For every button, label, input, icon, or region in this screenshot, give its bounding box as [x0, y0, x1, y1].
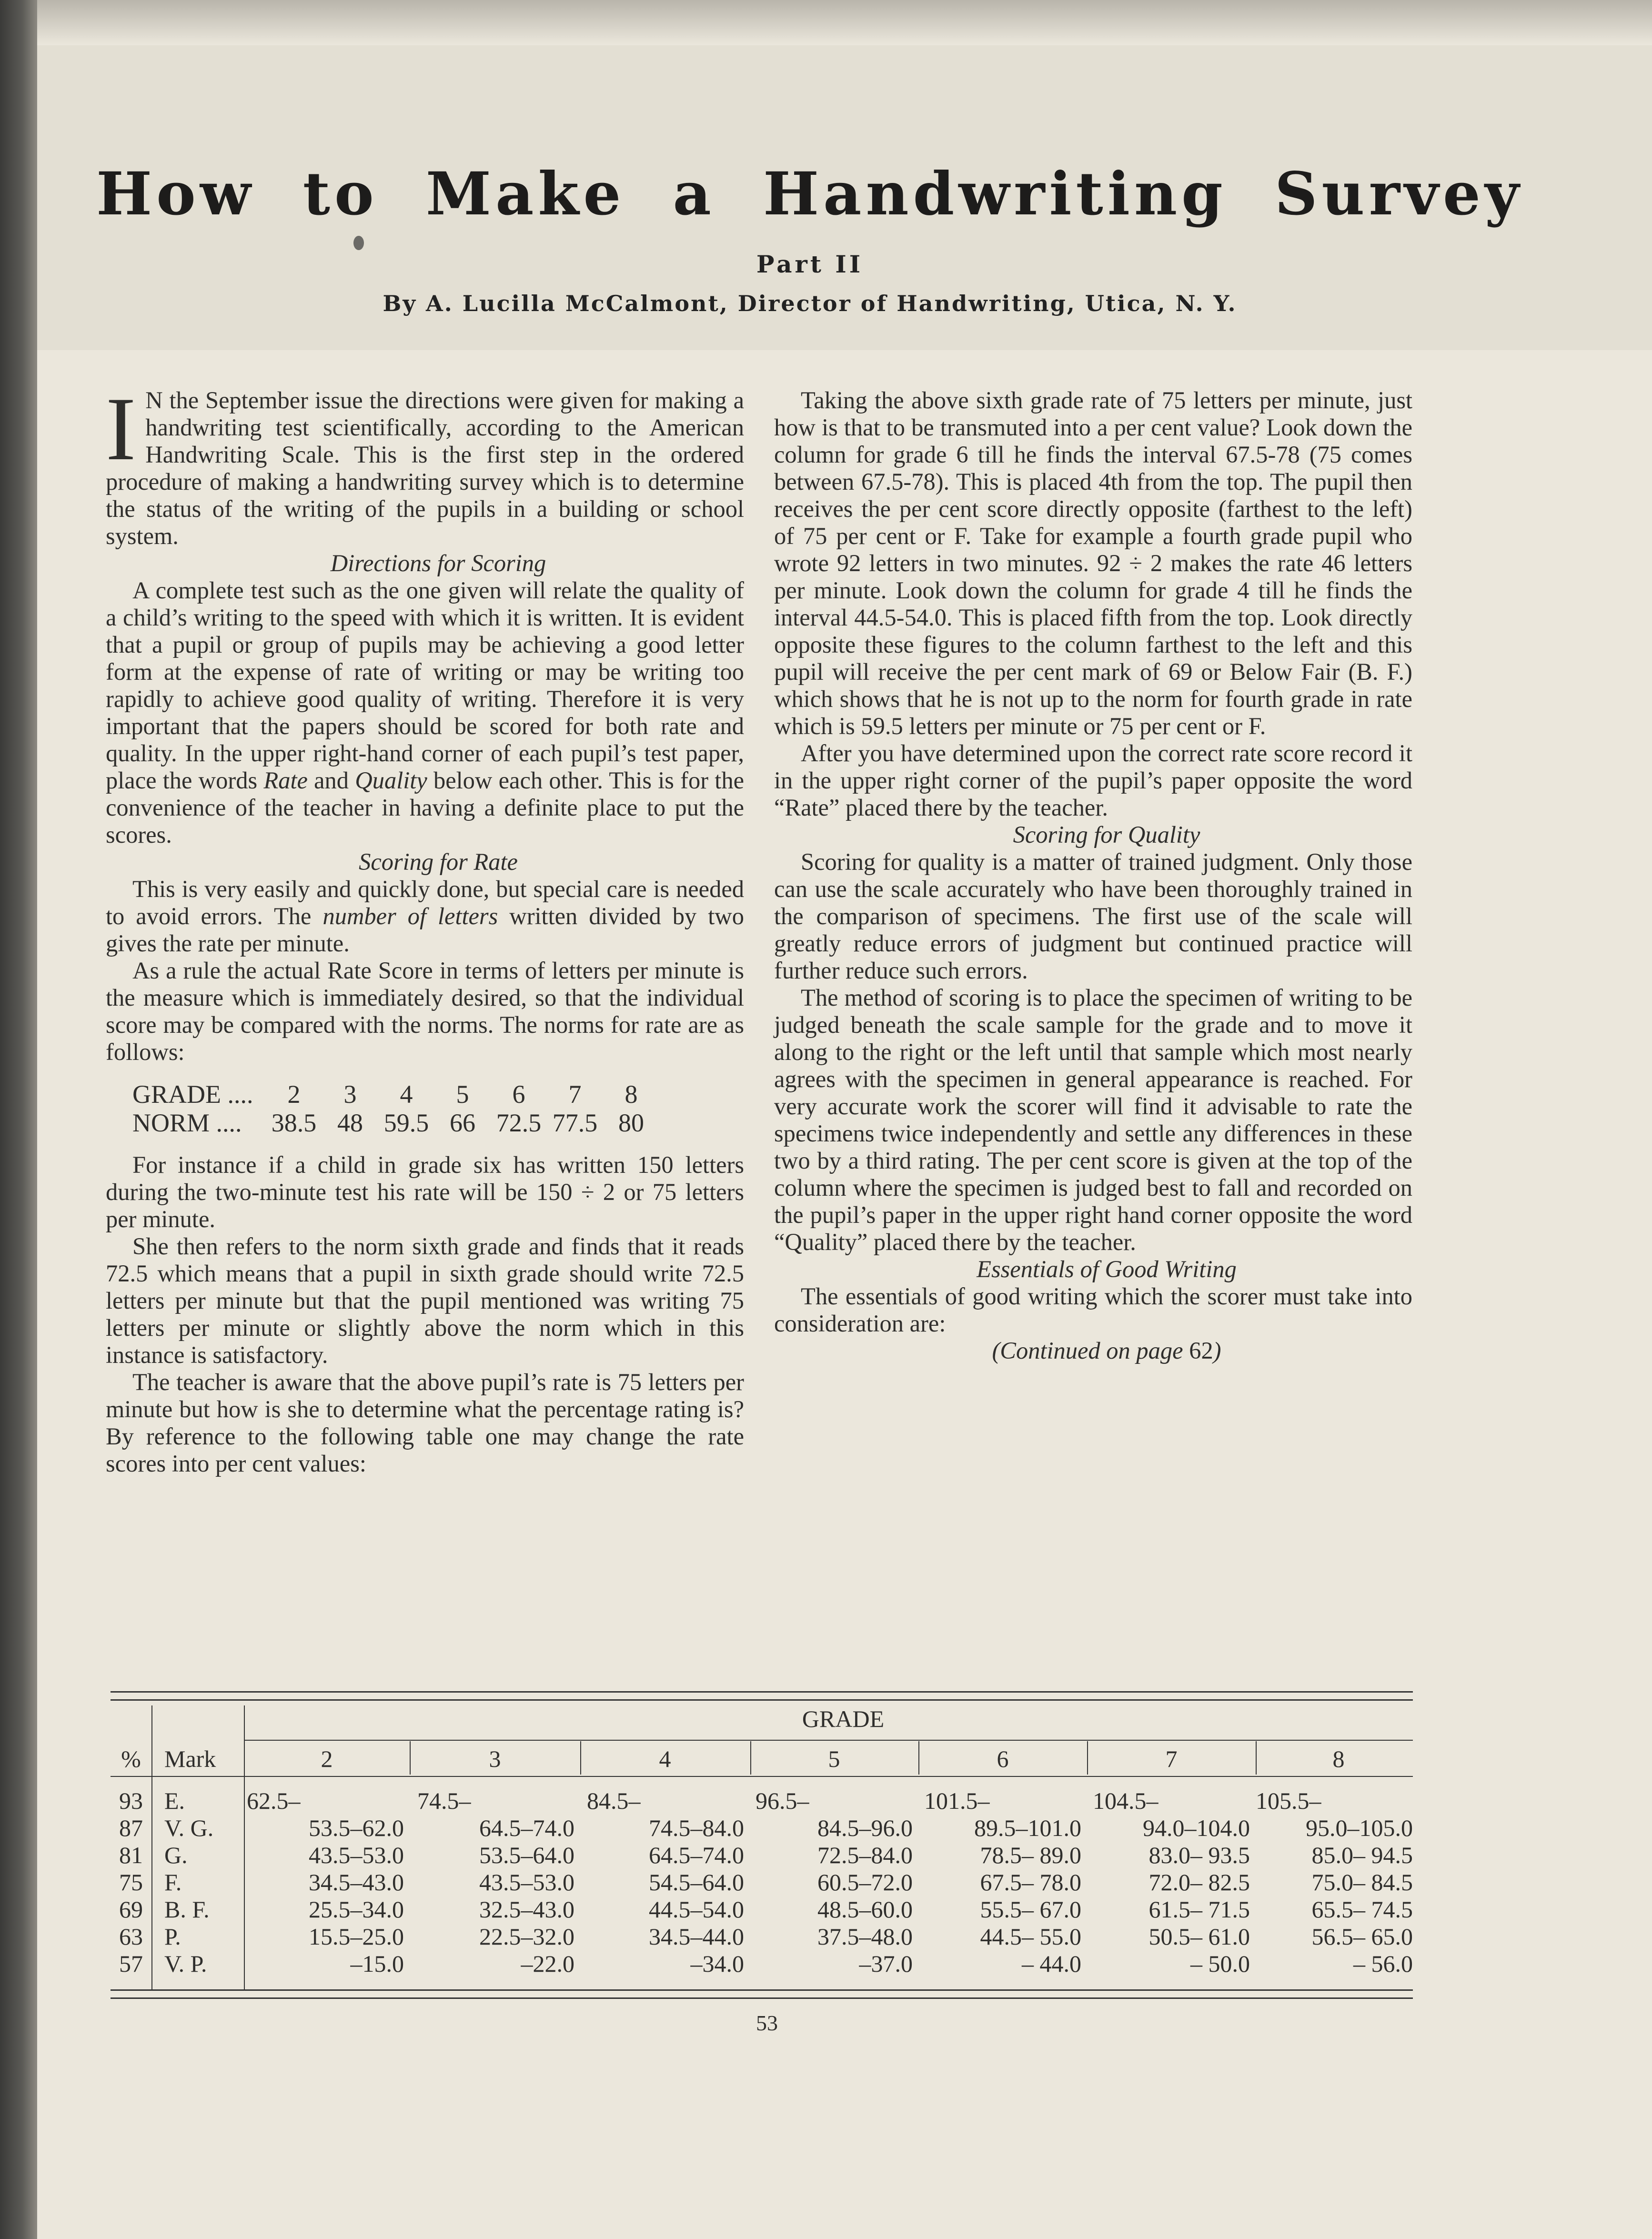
- table-value-cell: 34.5–43.0: [309, 1869, 404, 1896]
- norm-value: 77.5: [552, 1109, 598, 1137]
- rate-paragraph-2: As a rule the actual Rate Score in terms of letters per minute is the measure which is immediately desired, so that the individual score may be compared with the norms. The norms for rate are as follows:: [106, 957, 744, 1065]
- table-value-cell: 105.5–: [1256, 1787, 1321, 1814]
- table-pct-cell: 63: [119, 1923, 143, 1950]
- table-value-cell: 84.5–: [587, 1787, 641, 1814]
- norm-label: NORM ....: [132, 1109, 242, 1137]
- table-grade-label: 7: [1165, 1745, 1178, 1772]
- table-value-cell: 75.0– 84.5: [1311, 1869, 1413, 1896]
- right-paragraph-3: Scoring for quality is a matter of trained judgment. Only those can use the scale accurately who have been thoroughly trained in the comparison of specimens. The first use of the scale will greatly reduce errors of judgment but continued practice will further reduce such errors.: [774, 848, 1412, 984]
- rate-paragraph-5: The teacher is aware that the above pupil’s rate is 75 letters per minute but how is she to determine what the percentage rating is? By reference to the following table one may change the rate scores into per cent values:: [106, 1369, 744, 1477]
- table-value-cell: 48.5–60.0: [817, 1896, 913, 1923]
- right-column: [774, 387, 1412, 1364]
- intro-text: N the September issue the directions were given for making a handwriting test scientifically, according to the American Handwriting Scale. This is the first step in the ordered procedure of making a handwriting survey which is to determine the status of the writing of the pupils in a building or school system.: [106, 387, 744, 549]
- table-value-cell: –15.0: [350, 1950, 404, 1977]
- intro-paragraph: [106, 379, 744, 550]
- norms-table: [132, 1080, 744, 1137]
- continued-text: (Continued on page: [992, 1337, 1189, 1364]
- bullet-mark: [353, 236, 364, 250]
- table-value-cell: 53.5–62.0: [309, 1815, 404, 1841]
- norm-grade: 4: [400, 1080, 413, 1109]
- table-value-cell: 34.5–44.0: [649, 1923, 744, 1950]
- table-value-cell: – 50.0: [1190, 1950, 1250, 1977]
- table-value-cell: 25.5–34.0: [309, 1896, 404, 1923]
- right-paragraph-2: After you have determined upon the correct rate score record it in the upper right corner of the pupil’s paper opposite the word “Rate” placed there by the teacher.: [774, 740, 1412, 821]
- rate-text-a: This is very easily and quickly done, but special care is needed to avoid errors. The: [106, 876, 744, 929]
- table-value-cell: –37.0: [859, 1950, 913, 1977]
- table-pct-cell: 69: [119, 1896, 143, 1923]
- table-top-rule: [111, 1691, 1413, 1701]
- rate-word: Rate: [263, 767, 308, 794]
- right-paragraph-4: The method of scoring is to place the specimen of writing to be judged beneath the scale sample for the grade and to move it along to the right or the left until that sample which most nearly agrees with the specimen in general appearance is reached. For very accurate work the scorer will find it advisable to rate the specimens twice independently and settle any differences in these two by a third rating. The per cent score is given at the top of the column where the specimen is judged best to fall and recorded on the pupil’s paper in the upper right hand corner opposite the word “Quality” placed there by the teacher.: [774, 984, 1412, 1255]
- table-value-cell: 15.5–25.0: [309, 1923, 404, 1950]
- table-value-cell: 50.5– 61.0: [1148, 1923, 1250, 1950]
- rate-paragraph-3: For instance if a child in grade six has written 150 letters during the two-minute test his rate will be 150 ÷ 2 or 75 letters per minute.: [106, 1151, 744, 1232]
- table-value-cell: 72.0– 82.5: [1148, 1869, 1250, 1896]
- table-value-cell: 61.5– 71.5: [1148, 1896, 1250, 1923]
- heading-essentials: Essentials of Good Writing: [977, 1256, 1237, 1282]
- table-value-cell: – 56.0: [1353, 1950, 1413, 1977]
- table-divider: [151, 1705, 152, 1990]
- continued-close: ): [1213, 1337, 1221, 1364]
- table-pct-cell: 75: [119, 1869, 143, 1896]
- table-mark-cell: V. G.: [164, 1815, 214, 1841]
- table-value-cell: 78.5– 89.0: [980, 1842, 1081, 1868]
- table-value-cell: 94.0–104.0: [1143, 1815, 1250, 1841]
- table-grade-label: 8: [1332, 1745, 1345, 1772]
- table-divider: [918, 1741, 919, 1775]
- table-divider: [1256, 1741, 1257, 1775]
- table-value-cell: 74.5–84.0: [649, 1815, 744, 1841]
- article-title: How to Make a Handwriting Survey: [96, 160, 1523, 229]
- norm-value: 66: [450, 1109, 475, 1137]
- table-pct-header: %: [121, 1745, 141, 1772]
- table-grade-header: GRADE: [802, 1705, 885, 1732]
- norm-grade: 8: [625, 1080, 638, 1109]
- norm-grade: 6: [512, 1080, 525, 1109]
- norm-grade: 3: [343, 1080, 357, 1109]
- table-value-cell: 43.5–53.0: [309, 1842, 404, 1868]
- table-divider: [1087, 1741, 1088, 1775]
- rate-paragraph-4: She then refers to the norm sixth grade and finds that it reads 72.5 which means that a pupil in sixth grade should write 72.5 letters per minute but that the pupil mentioned was writing 75 letters per minute or slightly above the norm which in this instance is satisfactory.: [106, 1233, 744, 1368]
- article-byline: By A. Lucilla McCalmont, Director of Handwriting, Utica, N. Y.: [383, 291, 1237, 316]
- norm-value: 59.5: [383, 1109, 429, 1137]
- table-value-cell: 67.5– 78.0: [980, 1869, 1081, 1896]
- table-value-cell: 56.5– 65.0: [1311, 1923, 1413, 1950]
- table-value-cell: 55.5– 67.0: [980, 1896, 1081, 1923]
- table-value-cell: 64.5–74.0: [649, 1842, 744, 1868]
- table-value-cell: 44.5– 55.0: [980, 1923, 1081, 1950]
- continued-note: [774, 1337, 1412, 1364]
- table-value-cell: 22.5–32.0: [479, 1923, 574, 1950]
- table-value-cell: 37.5–48.0: [817, 1923, 913, 1950]
- table-value-cell: 62.5–: [247, 1787, 301, 1814]
- grade-label: GRADE ....: [132, 1080, 253, 1109]
- continued-page: 62: [1189, 1337, 1213, 1364]
- table-value-cell: 83.0– 93.5: [1148, 1842, 1250, 1868]
- table-mark-cell: B. F.: [164, 1896, 210, 1923]
- table-value-cell: 72.5–84.0: [817, 1842, 913, 1868]
- norm-grade: 7: [568, 1080, 582, 1109]
- right-paragraph-5: The essentials of good writing which the scorer must take into consideration are:: [774, 1283, 1412, 1337]
- table-divider: [580, 1741, 581, 1775]
- right-paragraph-1: Taking the above sixth grade rate of 75 letters per minute, just how is that to be transmuted into a per cent value? Look down the column for grade 6 till he finds the interval 67.5-78 (75 comes between 67.5-78). This is placed 4th from the top. The pupil then receives the per cent score directly opposite (farthest to the left) of 75 per cent or F. Take for example a fourth grade pupil who wrote 92 letters in two minutes. 92 ÷ 2 makes the rate 46 letters per minute. Look down the column for grade 4 till he finds the interval 44.5-54.0. This is placed fifth from the top. Look directly opposite these figures to the column farthest to the left and this pupil will receive the per cent mark of 69 or Below Fair (B. F.) which shows that he is not up to the norm for fourth grade in rate which is 59.5 letters per minute or 75 per cent or F.: [774, 387, 1412, 739]
- page-top-edge: [37, 0, 1652, 45]
- norm-grade: 2: [287, 1080, 301, 1109]
- table-mark-cell: E.: [164, 1787, 185, 1814]
- table-value-cell: –34.0: [690, 1950, 744, 1977]
- table-grade-label: 3: [489, 1745, 501, 1772]
- table-grade-rule: [244, 1740, 1413, 1741]
- table-divider: [750, 1741, 751, 1775]
- norm-value: 80: [618, 1109, 644, 1137]
- table-value-cell: 43.5–53.0: [479, 1869, 574, 1896]
- table-value-cell: 74.5–: [417, 1787, 471, 1814]
- table-value-cell: 104.5–: [1093, 1787, 1158, 1814]
- table-value-cell: 95.0–105.0: [1306, 1815, 1413, 1841]
- table-value-cell: 101.5–: [924, 1787, 990, 1814]
- table-mark-cell: P.: [164, 1923, 181, 1950]
- table-value-cell: 65.5– 74.5: [1311, 1896, 1413, 1923]
- table-value-cell: 84.5–96.0: [817, 1815, 913, 1841]
- table-divider: [410, 1741, 411, 1775]
- table-mark-header: Mark: [164, 1745, 216, 1772]
- table-grade-label: 4: [659, 1745, 671, 1772]
- rate-italic: number of letters: [322, 903, 498, 929]
- norms-grade-row: [132, 1080, 744, 1109]
- norm-value: 48: [337, 1109, 363, 1137]
- table-header-rule: [111, 1776, 1413, 1777]
- heading-quality: Scoring for Quality: [1013, 821, 1200, 848]
- quality-word: Quality: [355, 767, 427, 794]
- table-grade-label: 6: [997, 1745, 1009, 1772]
- table-value-cell: –22.0: [521, 1950, 574, 1977]
- table-mark-cell: F.: [164, 1869, 182, 1896]
- norm-grade: 5: [456, 1080, 469, 1109]
- norm-value: 72.5: [496, 1109, 542, 1137]
- directions-paragraph: [106, 577, 744, 848]
- table-value-cell: 32.5–43.0: [479, 1896, 574, 1923]
- table-value-cell: 53.5–64.0: [479, 1842, 574, 1868]
- left-column: [106, 379, 744, 1477]
- table-value-cell: 96.5–: [755, 1787, 809, 1814]
- table-value-cell: 44.5–54.0: [649, 1896, 744, 1923]
- directions-text-b: below each other. This is for the convenience of the teacher in having a definite place to put the scores.: [106, 767, 744, 848]
- table-pct-cell: 57: [119, 1950, 143, 1977]
- table-value-cell: – 44.0: [1022, 1950, 1081, 1977]
- table-bottom-rule: [111, 1989, 1413, 1999]
- table-pct-cell: 93: [119, 1787, 143, 1814]
- and-word: and: [307, 767, 355, 794]
- article-part: Part II: [756, 250, 864, 278]
- table-value-cell: 89.5–101.0: [974, 1815, 1081, 1841]
- table-value-cell: 64.5–74.0: [479, 1815, 574, 1841]
- binding-spine: [0, 0, 37, 2239]
- table-mark-cell: V. P.: [164, 1950, 207, 1977]
- rate-paragraph-1: [106, 876, 744, 957]
- table-divider: [244, 1705, 245, 1990]
- drop-cap: I: [106, 379, 136, 479]
- norm-value: 38.5: [271, 1109, 317, 1137]
- table-value-cell: 85.0– 94.5: [1311, 1842, 1413, 1868]
- table-mark-cell: G.: [164, 1842, 188, 1868]
- table-pct-cell: 87: [119, 1815, 143, 1841]
- page-number: 53: [756, 2011, 778, 2035]
- table-grade-label: 5: [828, 1745, 840, 1772]
- table-value-cell: 60.5–72.0: [817, 1869, 913, 1896]
- directions-text-a: A complete test such as the one given will relate the quality of a child’s writing to the speed with which it is written. It is evident that a pupil or group of pupils may be achieving a good letter form at the expense of rate of writing or may be writing too rapidly to achieve good quality of writing. Therefore it is very important that the papers should be scored for both rate and quality. In the upper right-hand corner of each pupil’s test paper, place the words: [106, 577, 744, 794]
- table-grade-label: 2: [321, 1745, 333, 1772]
- heading-directions: Directions for Scoring: [330, 550, 546, 576]
- norms-value-row: [132, 1109, 744, 1137]
- rate-text-b: written divided by two gives the rate per minute.: [106, 903, 744, 957]
- table-pct-cell: 81: [119, 1842, 143, 1868]
- table-value-cell: 54.5–64.0: [649, 1869, 744, 1896]
- heading-rate: Scoring for Rate: [359, 848, 518, 875]
